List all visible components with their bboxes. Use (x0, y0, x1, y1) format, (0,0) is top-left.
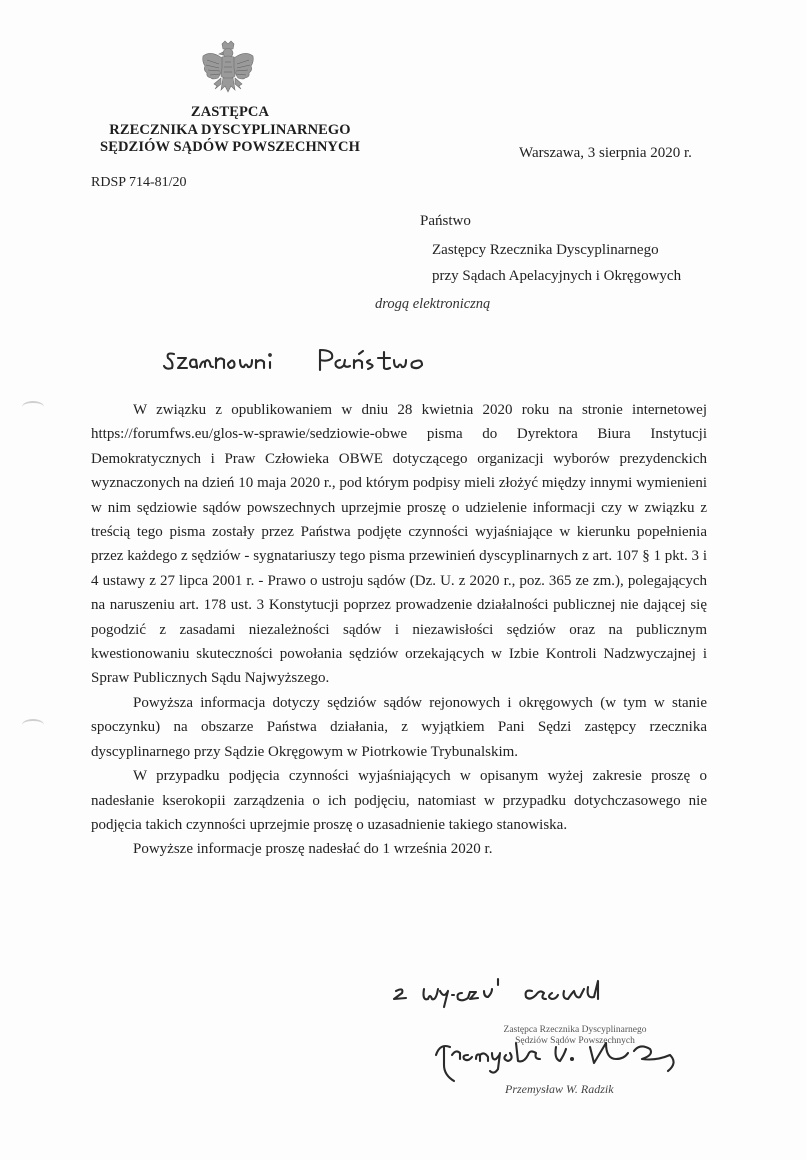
body-paragraph: Powyższa informacja dotyczy sędziów sądów rejonowych i okręgowych (w tym w stanie spoczynku) na obszarze Państwa działania, z wyjątkiem Pani Sędzi zastępcy rzecznika dyscyplinarnego przy Sądzie Okręgowym w Piotrkowie Trybunalskim. (91, 694, 707, 760)
closing-text (0, 0, 1, 1)
handwritten-salutation (160, 340, 480, 380)
place-and-date: Warszawa, 3 sierpnia 2020 r. (519, 145, 692, 161)
letter-body (91, 398, 707, 862)
recipient-line: Zastępcy Rzecznika Dyscyplinarnego (432, 242, 659, 258)
punch-hole-mark (22, 719, 44, 731)
body-paragraph: W przypadku podjęcia czynności wyjaśniających w opisanym wyżej zakresie proszę o nadesłanie kserokopii zarządzenia o ich podjęciu, natomiast w przypadku dotychczasowego nie podjęcia takich czynności uprzejmie proszę o uzasadnienie takiego stanowiska. (91, 768, 707, 833)
issuer-heading-line: RZECZNIKA DYSCYPLINARNEGO (109, 121, 351, 138)
issuer-heading-line: ZASTĘPCA (190, 104, 270, 120)
salutation-text (0, 0, 1, 1)
handwritten-signature (430, 1025, 730, 1085)
punch-hole-mark (22, 401, 44, 413)
reference-number: RDSP 714-81/20 (91, 175, 187, 190)
polish-eagle-emblem-icon (199, 40, 257, 102)
stamp-line: Sędziów Sądów Powszechnych (515, 1036, 635, 1046)
recipient-line: Państwo (420, 213, 471, 229)
issuer-heading (80, 104, 380, 157)
body-paragraph: Powyższe informacje proszę nadesłać do 1 września 2020 r. (133, 841, 493, 858)
recipient-line: przy Sądach Apelacyjnych i Okręgowych (432, 268, 682, 284)
signer-name: Przemysław W. Radzik (505, 1082, 614, 1096)
issuer-heading-line: SĘDZIÓW SĄDÓW POWSZECHNYCH (100, 139, 360, 155)
stamp-line: Zastępca Rzecznika Dyscyplinarnego (503, 1025, 647, 1035)
delivery-method: drogą elektroniczną (375, 296, 491, 312)
body-paragraph: W związku z opublikowaniem w dniu 28 kwietnia 2020 roku na stronie internetowej https://forumfws.eu/glos-w-sprawie/sedziowie-obwe pisma do Dyrektora Biura Instytucji Demokratycznych i Praw Człowieka OBWE dotyczącego organizacji wyborów prezydenckich wyznaczonych na dzień 10 maja 2020 r., pod którym podpisy mieli złożyć między innymi wymienieni w nim sędziowie sądów powszechnych uprzejmie proszę o udzielenie informacji czy w związku z treścią tego pisma zostały przez Państwa podjęte czynności wyjaśniające w kierunku popełnienia przez każdego z sędziów - sygnatariuszy tego pisma przewinień dyscyplinarnych z art. 107 § 1 pkt. 3 i 4 ustawy z 27 lipca 2001 r. - Prawo o ustroju sądów (Dz. U. z 2020 r., poz. 365 ze zm.), polegających na naruszeniu art. 178 ust. 3 Konstytucji poprzez prowadzenie działalności publicznej nie dającej się pogodzić z zasadami niezależności sądów i niezawisłości sędziów oraz na publicznym kwestionowaniu skuteczności powołania sędziów orzekających w Izbie Kontroli Nadzwyczajnej i Spraw Publicznych Sądu Najwyższego. (91, 402, 707, 687)
handwritten-closing (390, 975, 670, 1015)
